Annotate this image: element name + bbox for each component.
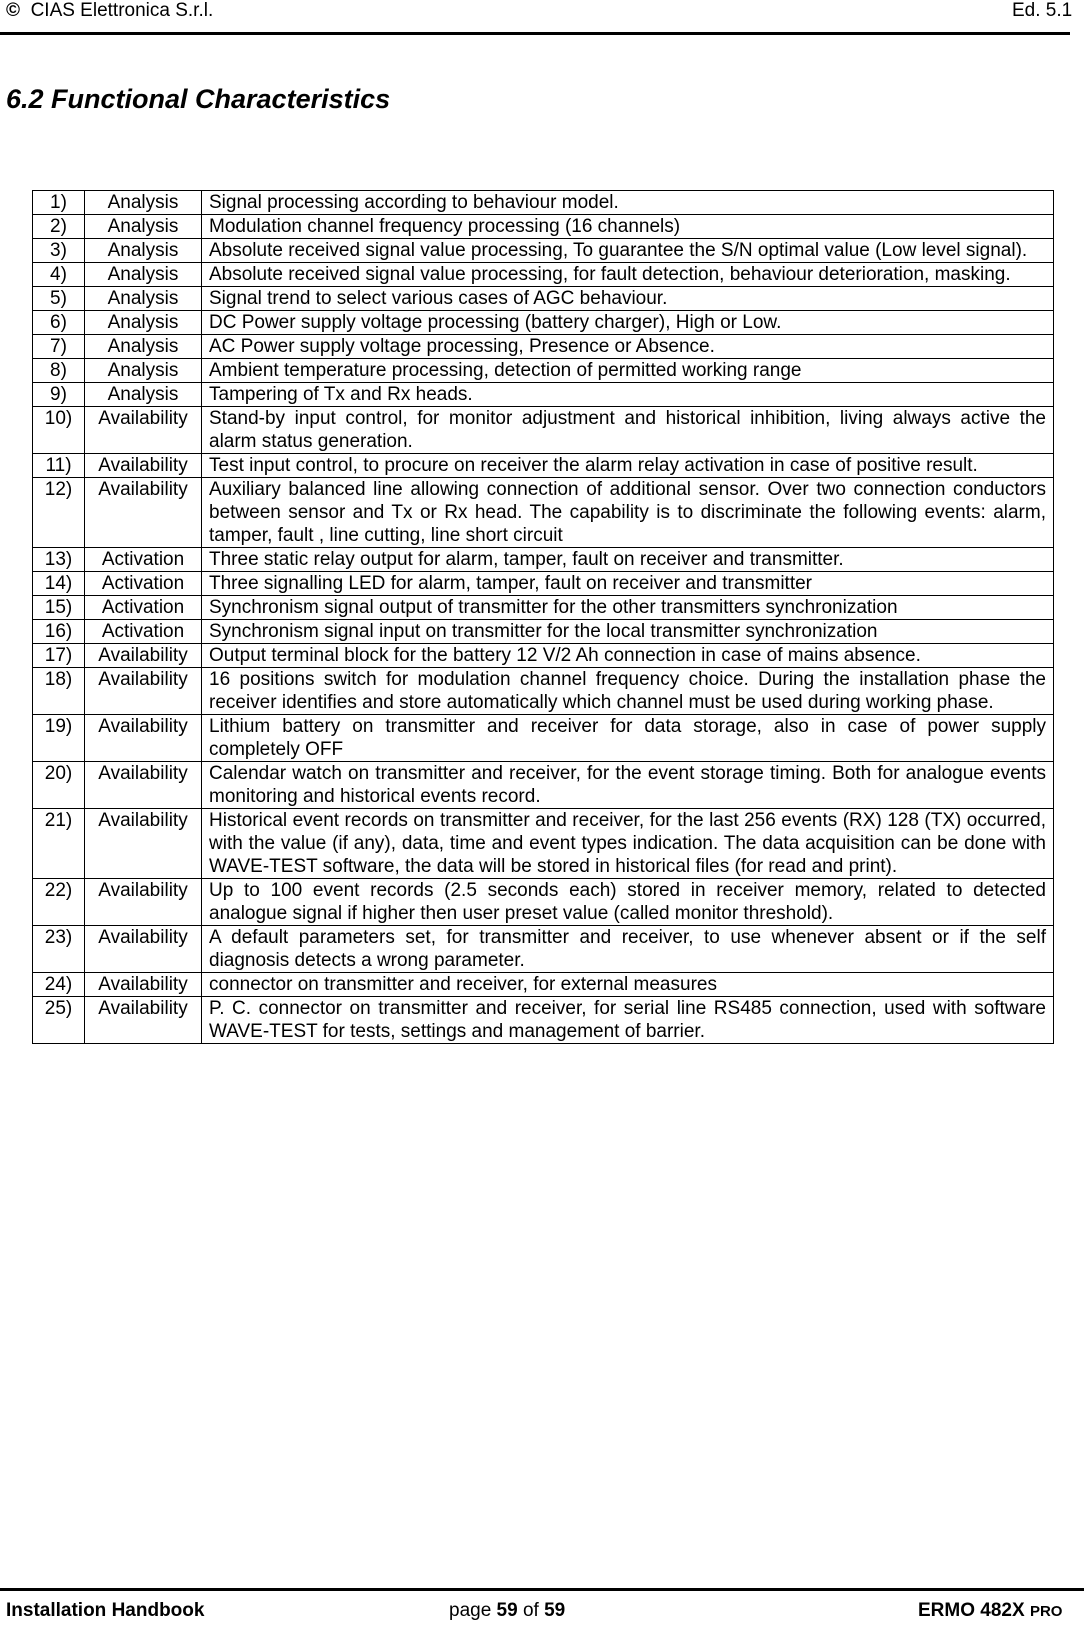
table-row [33, 548, 1054, 572]
row-description: Lithium battery on transmitter and receiver for data storage, also in case of power supply completely OFF [202, 715, 1054, 762]
row-category: Activation [85, 620, 202, 644]
row-description: Synchronism signal input on transmitter for the local transmitter synchronization [202, 620, 1054, 644]
table-row [33, 809, 1054, 879]
footer-divider [0, 1588, 1084, 1591]
table-row [33, 287, 1054, 311]
row-category: Analysis [85, 359, 202, 383]
row-number: 8) [33, 359, 85, 383]
row-description: DC Power supply voltage processing (battery charger), High or Low. [202, 311, 1054, 335]
table-row [33, 215, 1054, 239]
row-description: Modulation channel frequency processing (16 channels) [202, 215, 1054, 239]
row-number: 24) [33, 973, 85, 997]
row-description: P. C. connector on transmitter and receiver, for serial line RS485 connection, used with software WAVE-TEST for tests, settings and management of barrier. [202, 997, 1054, 1044]
row-number: 25) [33, 997, 85, 1044]
row-number: 10) [33, 407, 85, 454]
page-of: of [517, 1600, 545, 1621]
row-number: 2) [33, 215, 85, 239]
table-row [33, 668, 1054, 715]
product-suffix: PRO [1029, 1603, 1063, 1620]
row-description: Tampering of Tx and Rx heads. [202, 383, 1054, 407]
row-number: 23) [33, 926, 85, 973]
row-description: Signal trend to select various cases of AGC behaviour. [202, 287, 1054, 311]
table-row [33, 263, 1054, 287]
row-category: Availability [85, 926, 202, 973]
row-description: AC Power supply voltage processing, Presence or Absence. [202, 335, 1054, 359]
characteristics-table-body [33, 191, 1054, 1044]
row-number: 4) [33, 263, 85, 287]
row-number: 21) [33, 809, 85, 879]
table-row [33, 335, 1054, 359]
footer-page-number [449, 1600, 565, 1622]
row-description: Test input control, to procure on receiver the alarm relay activation in case of positive result. [202, 454, 1054, 478]
row-category: Availability [85, 715, 202, 762]
row-category: Availability [85, 407, 202, 454]
page-current: 59 [496, 1600, 518, 1621]
row-number: 16) [33, 620, 85, 644]
row-number: 1) [33, 191, 85, 215]
characteristics-table [32, 190, 1054, 1044]
row-number: 17) [33, 644, 85, 668]
page-header [0, 0, 1073, 28]
row-category: Availability [85, 809, 202, 879]
row-number: 13) [33, 548, 85, 572]
table-row [33, 997, 1054, 1044]
table-row [33, 973, 1054, 997]
table-row [33, 311, 1054, 335]
row-description: Up to 100 event records (2.5 seconds each) stored in receiver memory, related to detected analogue signal if higher then user preset value (called monitor threshold). [202, 879, 1054, 926]
header-edition: Ed. 5.1 [1012, 0, 1073, 21]
row-description: Synchronism signal output of transmitter for the other transmitters synchronization [202, 596, 1054, 620]
table-row [33, 191, 1054, 215]
footer-product [918, 1600, 1062, 1622]
row-category: Analysis [85, 335, 202, 359]
row-number: 7) [33, 335, 85, 359]
row-description: Absolute received signal value processing, To guarantee the S/N optimal value (Low level signal). [202, 239, 1054, 263]
header-divider [0, 32, 1070, 35]
row-category: Analysis [85, 311, 202, 335]
row-category: Availability [85, 997, 202, 1044]
section-title: 6.2 Functional Characteristics [6, 84, 391, 114]
table-row [33, 454, 1054, 478]
row-description: A default parameters set, for transmitter and receiver, to use whenever absent or if the self diagnosis detects a wrong parameter. [202, 926, 1054, 973]
row-description: connector on transmitter and receiver, for external measures [202, 973, 1054, 997]
row-category: Analysis [85, 215, 202, 239]
row-category: Analysis [85, 383, 202, 407]
row-description: 16 positions switch for modulation channel frequency choice. During the installation phase the receiver identifies and store automatically which channel must be used during working phase. [202, 668, 1054, 715]
row-category: Activation [85, 572, 202, 596]
page-prefix: page [449, 1600, 497, 1621]
table-row [33, 407, 1054, 454]
table-row [33, 644, 1054, 668]
copyright-icon: © [6, 0, 20, 21]
header-company [6, 0, 213, 22]
row-description: Ambient temperature processing, detection of permitted working range [202, 359, 1054, 383]
row-category: Activation [85, 596, 202, 620]
row-number: 18) [33, 668, 85, 715]
row-category: Availability [85, 668, 202, 715]
row-description: Stand-by input control, for monitor adjustment and historical inhibition, living always active the alarm status generation. [202, 407, 1054, 454]
table-row [33, 478, 1054, 548]
table-row [33, 359, 1054, 383]
row-description: Three static relay output for alarm, tamper, fault on receiver and transmitter. [202, 548, 1054, 572]
row-category: Availability [85, 973, 202, 997]
row-description: Output terminal block for the battery 12 V/2 Ah connection in case of mains absence. [202, 644, 1054, 668]
row-description: Historical event records on transmitter and receiver, for the last 256 events (RX) 128 (TX) occurred, with the value (if any), data, time and event types indication. The data acquisition can be done with WAVE-TEST software, the data will be stored in historical files (for read and print). [202, 809, 1054, 879]
row-category: Analysis [85, 239, 202, 263]
table-row [33, 715, 1054, 762]
row-number: 20) [33, 762, 85, 809]
row-number: 14) [33, 572, 85, 596]
row-number: 15) [33, 596, 85, 620]
row-number: 11) [33, 454, 85, 478]
table-row [33, 879, 1054, 926]
table-row [33, 383, 1054, 407]
table-row [33, 926, 1054, 973]
row-number: 12) [33, 478, 85, 548]
row-description: Calendar watch on transmitter and receiver, for the event storage timing. Both for analogue events monitoring and historical events record. [202, 762, 1054, 809]
row-description: Signal processing according to behaviour model. [202, 191, 1054, 215]
row-category: Availability [85, 879, 202, 926]
row-description: Three signalling LED for alarm, tamper, fault on receiver and transmitter [202, 572, 1054, 596]
table-row [33, 596, 1054, 620]
table-row [33, 239, 1054, 263]
table-row [33, 572, 1054, 596]
row-number: 19) [33, 715, 85, 762]
row-category: Availability [85, 762, 202, 809]
row-category: Analysis [85, 287, 202, 311]
row-category: Availability [85, 478, 202, 548]
row-category: Availability [85, 454, 202, 478]
row-number: 3) [33, 239, 85, 263]
table-row [33, 620, 1054, 644]
row-category: Availability [85, 644, 202, 668]
footer-doc-title: Installation Handbook [6, 1600, 205, 1621]
row-description: Absolute received signal value processing, for fault detection, behaviour deterioration, masking. [202, 263, 1054, 287]
row-category: Analysis [85, 263, 202, 287]
row-category: Analysis [85, 191, 202, 215]
row-number: 5) [33, 287, 85, 311]
row-description: Auxiliary balanced line allowing connection of additional sensor. Over two connection conductors between sensor and Tx or Rx head. The capability is to discriminate the following events: alarm, tamper, fault , line cutting, line short circuit [202, 478, 1054, 548]
table-row [33, 762, 1054, 809]
company-name: CIAS Elettronica S.r.l. [30, 0, 214, 21]
row-category: Activation [85, 548, 202, 572]
page-total: 59 [544, 1600, 566, 1621]
row-number: 6) [33, 311, 85, 335]
row-number: 22) [33, 879, 85, 926]
row-number: 9) [33, 383, 85, 407]
product-name: ERMO 482X [918, 1600, 1030, 1621]
